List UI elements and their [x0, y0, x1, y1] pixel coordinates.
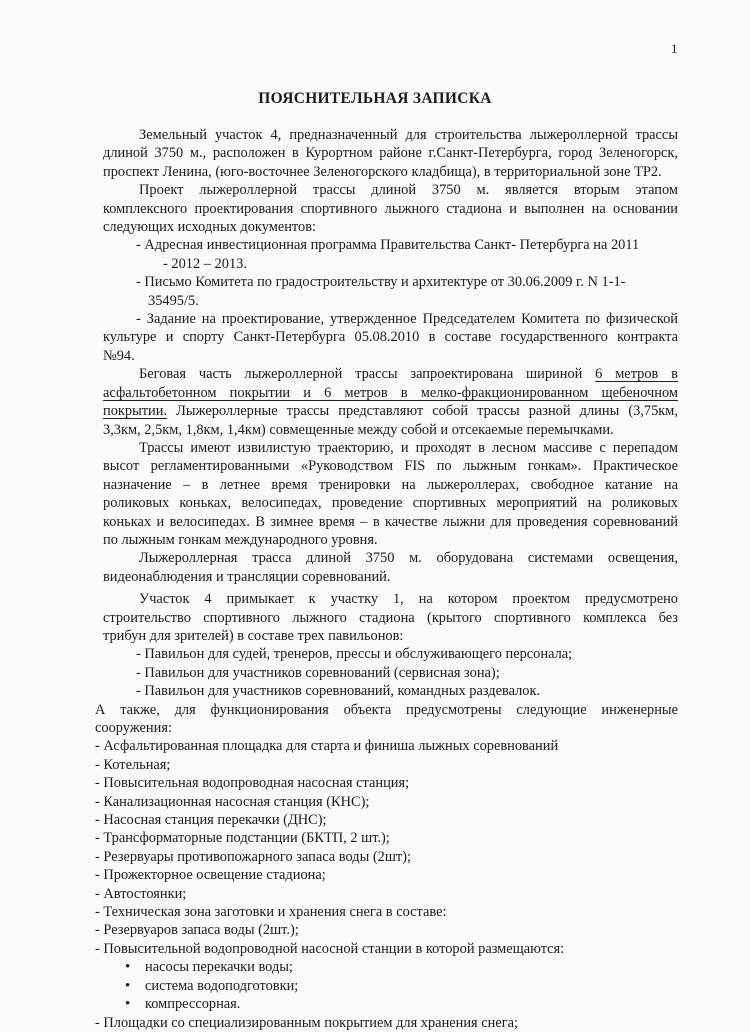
- facility-item: - Повысительная водопроводная насосная станция;: [95, 775, 410, 792]
- text-line: длиной 3750 м., расположен в Курортном районе г.Санкт-Петербурга, город Зеленогорск,: [103, 145, 678, 162]
- facility-item: - Прожекторное освещение стадиона;: [95, 867, 326, 884]
- text-line: [103, 402, 678, 420]
- bullet-item: • компрессорная.: [103, 995, 678, 1013]
- facility-item: - Насосная станция перекачки (ДНС);: [95, 812, 327, 829]
- text-line: Трассы имеют извилистую траекторию, и проходят в лесном массиве с перепадом: [139, 439, 678, 456]
- text-line: комплексного проектирования спортивного лыжного стадиона и выполнен на основании: [103, 200, 678, 217]
- document-body: [95, 126, 678, 1032]
- text-line: №94.: [103, 347, 135, 364]
- text-line: сооружения:: [95, 720, 172, 736]
- facility-item: - Площадки со специализированным покрытием для хранения снега;: [95, 1014, 519, 1031]
- text-line: роликовых коньках, велосипедах, проведение спортивных мероприятий на роликовых: [103, 495, 678, 512]
- page-number: 1: [671, 41, 678, 56]
- text-line: Лыжероллерная трасса длиной 3750 м. оборудована системами освещения,: [139, 550, 678, 567]
- highlighted-text: 6 метров в: [595, 366, 678, 383]
- text-line: Земельный участок 4, предназначенный для строительства лыжероллерной трассы: [139, 127, 678, 143]
- text-line: Проект лыжероллерной трассы длиной 3750 м. является вторым этапом: [139, 182, 678, 199]
- bullet-item: • система водоподготовки;: [103, 977, 678, 995]
- highlighted-text: асфальтобетонном покрытии и 6 метров в мелко-фракционированном щебеночном: [103, 384, 678, 401]
- facility-item: - Асфальтированная площадка для старта и финиша лыжных соревнований: [95, 738, 559, 755]
- text-line: строительство спортивного лыжного стадиона (крытого спортивного комплекса без: [103, 609, 678, 626]
- facility-item: - Канализационная насосная станция (КНС);: [95, 793, 370, 810]
- facility-item: - Резервуаров запаса воды (2шт.);: [95, 922, 299, 939]
- facility-item: - Повысительной водопроводной насосной станции в которой размещаются:: [95, 940, 565, 957]
- text-line: А также, для функционирования объекта предусмотрены следующие инженерные: [95, 701, 678, 718]
- facility-item: - Автостоянки;: [95, 885, 187, 902]
- text-line: трибун для зрителей) в составе трех павильонов:: [103, 627, 404, 644]
- text-span: Лыжероллерные трассы представляют собой трассы разной длины (3,75км,: [167, 403, 678, 420]
- text-line: 3,3км, 2,5км, 1,8км, 1,4км) совмещенные между собой и отсекаемые перемычками.: [103, 421, 614, 438]
- text-line: Участок 4 примыкает к участку 1, на котором проектом предусмотрено: [139, 591, 678, 608]
- bullet-item: • насосы перекачки воды;: [103, 958, 678, 976]
- text-line: [103, 384, 678, 402]
- text-line: коньках и велосипедах. В зимнее время – в качестве лыжни для проведения соревнований: [103, 513, 678, 530]
- text-line: видеонаблюдения и трансляции соревнований.: [103, 568, 391, 585]
- text-line: проспект Ленина, (юго-восточнее Зеленогорского кладбища), в территориальной зоне ТР2.: [103, 163, 662, 180]
- text-line: назначение – в летнее время тренировки на лыжероллерах, свободное катание на: [103, 476, 678, 493]
- source-doc-item: - Письмо Комитета по градостроительству и архитектуре от 30.06.2009 г. N 1-1-: [136, 274, 626, 291]
- source-doc-item: 35495/5.: [148, 292, 199, 309]
- text-line: культуре и спорту Санкт-Петербурга 05.08.2010 в составе государственного контракта: [103, 329, 678, 346]
- facility-item: - Техническая зона заготовки и хранения снега в составе:: [95, 904, 447, 921]
- pavilion-item: - Павильон для участников соревнований, командных раздевалок.: [136, 683, 541, 700]
- source-doc-item: - Адресная инвестиционная программа Правительства Санкт- Петербурга на 2011: [136, 237, 640, 254]
- facility-item: - Котельная;: [95, 756, 171, 773]
- station-bullet-list: [103, 958, 678, 1013]
- pavilion-item: - Павильон для участников соревнований (сервисная зона);: [136, 664, 500, 681]
- text-line: следующих исходных документов:: [103, 219, 317, 236]
- facility-item: - Резервуары противопожарного запаса воды (2шт);: [95, 848, 412, 865]
- source-doc-item: - 2012 – 2013.: [163, 255, 247, 272]
- source-doc-item: - Задание на проектирование, утвержденное Председателем Комитета по физической: [136, 311, 678, 328]
- highlighted-text: покрытии.: [103, 403, 168, 420]
- text-span: Беговая часть лыжероллерной трассы запроектирована шириной: [139, 366, 596, 383]
- pavilion-item: - Павильон для судей, тренеров, прессы и обслуживающего персонала;: [136, 646, 573, 663]
- facility-item: - Трансформаторные подстанции (БКТП, 2 шт.);: [95, 830, 390, 847]
- text-line: высот регламентированными «Руководством FIS по лыжным гонкам». Практическое: [103, 458, 678, 475]
- document-title: ПОЯСНИТЕЛЬНАЯ ЗАПИСКА: [258, 90, 492, 107]
- text-line: [103, 365, 678, 383]
- text-line: по лыжным гонкам международного уровня.: [103, 531, 378, 548]
